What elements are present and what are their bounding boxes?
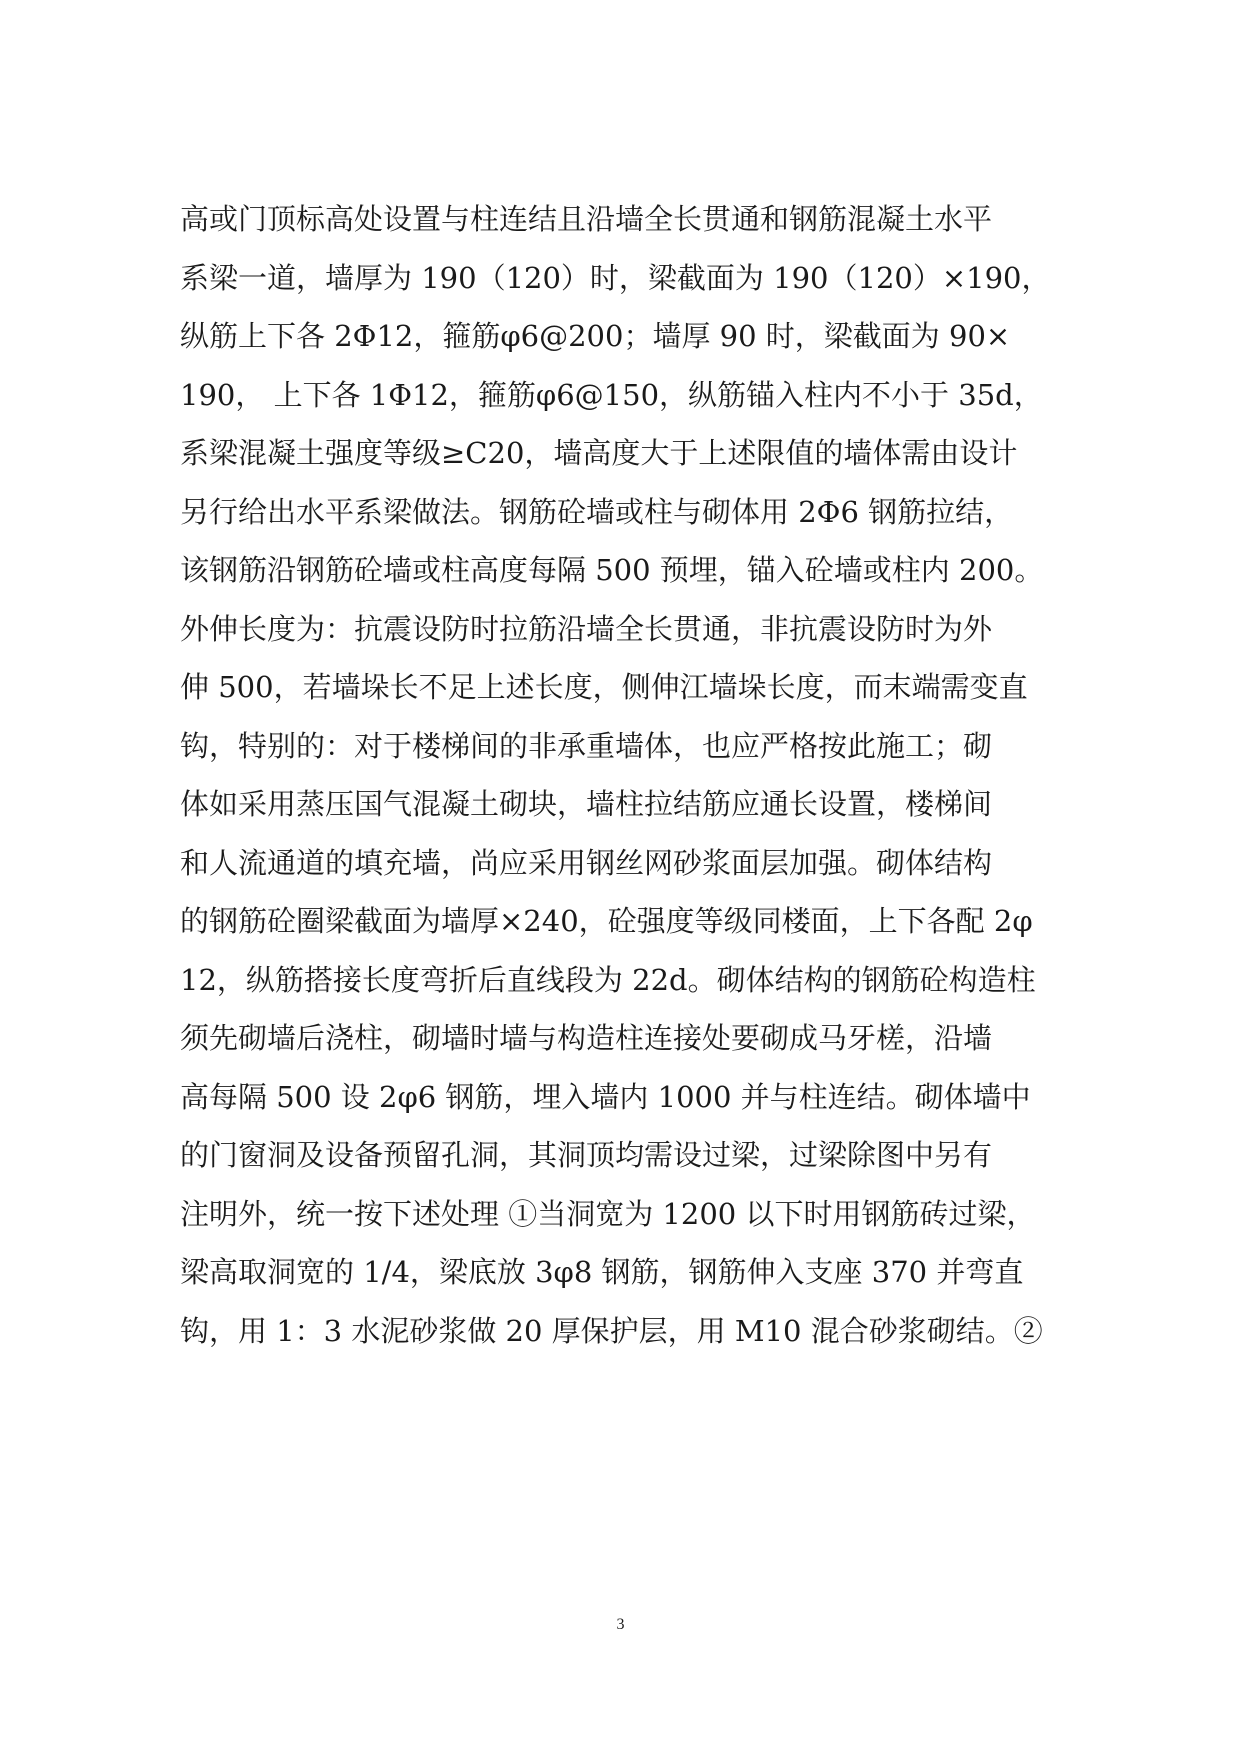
page-number: 3 — [616, 1616, 625, 1633]
text-line: 和人流通道的填充墙，尚应采用钢丝网砂浆面层加强。砌体结构 — [180, 845, 993, 880]
text-line: 钩，用 1：3 水泥砂浆做 20 厚保护层，用 M10 混合砂浆砌结。② — [180, 1313, 1043, 1348]
text-line: 的门窗洞及设备预留孔洞，其洞顶均需设过梁，过梁除图中另有 — [180, 1138, 993, 1172]
text-line: 高每隔 500 设 2φ6 钢筋，埋入墙内 1000 并与柱连结。砌体墙中 — [180, 1079, 1031, 1114]
text-line: 须先砌墙后浇柱，砌墙时墙与构造柱连接处要砌成马牙槎，沿墙 — [180, 1021, 993, 1055]
body-text — [180, 190, 1080, 1360]
text-line: 另行给出水平系梁做法。钢筋砼墙或柱与砌体用 2Φ6 钢筋拉结， — [180, 494, 1014, 529]
text-line: 注明外，统一按下述处理 ①当洞宽为 1200 以下时用钢筋砖过梁， — [180, 1196, 1036, 1231]
text-line: 190， 上下各 1Φ12，箍筋φ6@150，纵筋锚入柱内不小于 35d， — [180, 377, 1043, 412]
text-line: 体如采用蒸压国气混凝土砌块，墙柱拉结筋应通长设置，楼梯间 — [180, 787, 993, 821]
text-line: 系梁一道，墙厚为 190（120）时，梁截面为 190（120）×190， — [180, 260, 1051, 295]
text-line: 梁高取洞宽的 1/4，梁底放 3φ8 钢筋，钢筋伸入支座 370 并弯直 — [180, 1255, 1024, 1289]
text-line: 高或门顶标高处设置与柱连结且沿墙全长贯通和钢筋混凝土水平 — [180, 202, 993, 236]
text-line: 系梁混凝土强度等级≥C20，墙高度大于上述限值的墙体需由设计 — [180, 436, 1018, 470]
text-line: 外伸长度为：抗震设防时拉筋沿墙全长贯通，非抗震设防时为外 — [180, 611, 993, 646]
text-line: 纵筋上下各 2Φ12，箍筋φ6@200；墙厚 90 时，梁截面为 90× — [180, 319, 1011, 353]
text-line: 该钢筋沿钢筋砼墙或柱高度每隔 500 预埋，锚入砼墙或柱内 200。 — [180, 553, 1044, 587]
text-line: 12，纵筋搭接长度弯折后直线段为 22d。砌体结构的钢筋砼构造柱 — [180, 962, 1036, 997]
text-line: 的钢筋砼圈梁截面为墙厚×240，砼强度等级同楼面，上下各配 2φ — [180, 904, 1033, 938]
text-line: 钩，特别的：对于楼梯间的非承重墙体，也应严格按此施工；砌 — [180, 728, 993, 763]
text-line: 伸 500，若墙垛长不足上述长度，侧伸江墙垛长度，而末端需变直 — [180, 670, 1028, 704]
